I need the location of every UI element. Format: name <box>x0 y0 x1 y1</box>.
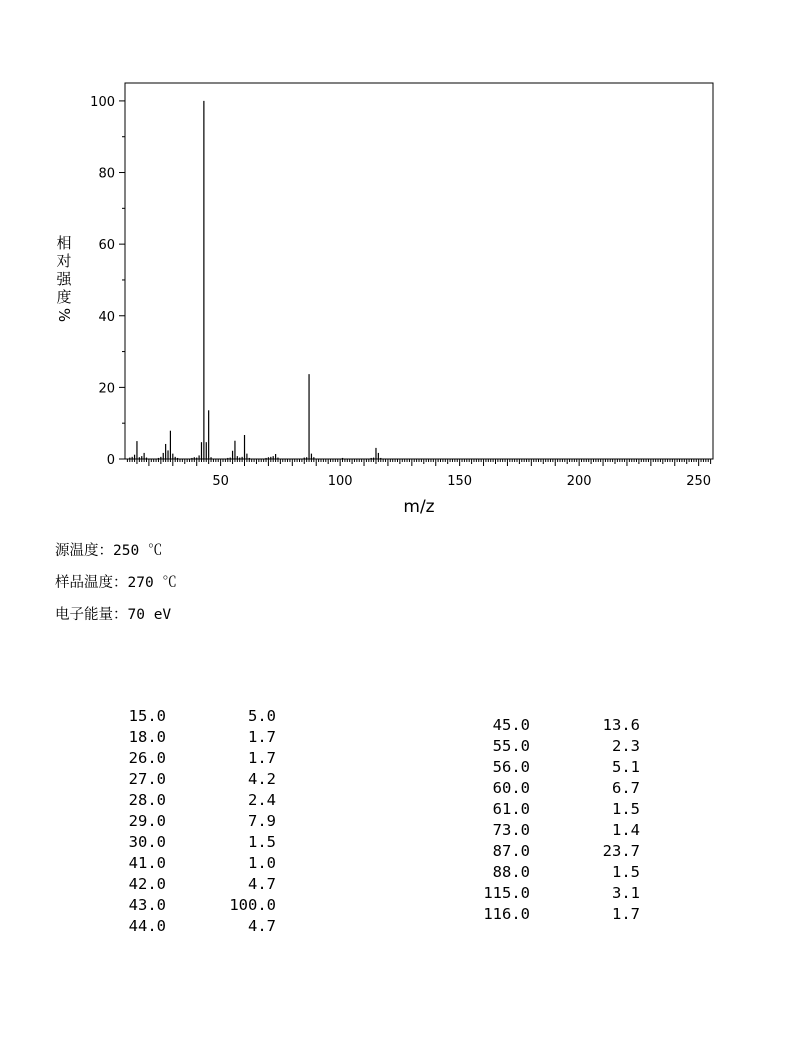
x-tick-label: 150 <box>447 474 473 489</box>
acquisition-params <box>55 540 177 636</box>
peak-abundance: 3.1 <box>612 884 640 902</box>
peak-bars <box>130 101 381 459</box>
y-axis <box>90 95 125 468</box>
peak-row <box>96 853 276 874</box>
peak-mz: 41.0 <box>128 854 166 872</box>
peak-mz: 26.0 <box>128 749 166 767</box>
peak-row <box>96 790 276 811</box>
peak-mz: 61.0 <box>492 800 530 818</box>
peak-abundance: 1.7 <box>248 728 276 746</box>
peak-abundance: 7.9 <box>248 812 276 830</box>
peak-row <box>96 748 276 769</box>
electron-energy: 电子能量：70 eV <box>55 607 172 623</box>
peak-row <box>460 883 640 904</box>
y-axis-label-char: 相 <box>56 234 72 252</box>
peak-mz: 115.0 <box>483 884 530 902</box>
peak-row <box>460 715 640 736</box>
y-tick-label: 60 <box>98 238 115 254</box>
peak-abundance: 1.4 <box>612 821 640 839</box>
peak-abundance: 13.6 <box>602 716 640 734</box>
peak-abundance: 1.5 <box>612 800 640 818</box>
peak-mz: 28.0 <box>128 791 166 809</box>
peak-row <box>96 811 276 832</box>
peak-mz: 73.0 <box>492 821 530 839</box>
x-tick-label: 100 <box>327 474 353 489</box>
peak-mz: 44.0 <box>128 917 166 935</box>
y-tick-label: 80 <box>98 166 115 182</box>
peak-abundance: 2.4 <box>248 791 276 809</box>
x-axis <box>127 459 711 489</box>
y-axis-unit: % <box>54 307 73 323</box>
peak-mz: 87.0 <box>492 842 530 860</box>
peak-row <box>96 769 276 790</box>
peak-row <box>96 832 276 853</box>
peak-table-left <box>96 706 276 937</box>
x-tick-label: 200 <box>566 474 592 489</box>
peak-abundance: 4.7 <box>248 875 276 893</box>
peak-row <box>460 736 640 757</box>
peak-row <box>460 778 640 799</box>
peak-abundance: 23.7 <box>602 842 640 860</box>
y-tick-label: 20 <box>98 381 115 397</box>
peak-mz: 55.0 <box>492 737 530 755</box>
peak-table-right <box>460 715 640 925</box>
peak-abundance: 6.7 <box>612 779 640 797</box>
x-tick-label: 50 <box>212 474 229 489</box>
y-axis-label-char: 对 <box>56 252 72 270</box>
peak-abundance: 1.5 <box>612 863 640 881</box>
peak-row <box>96 916 276 937</box>
peak-row <box>460 799 640 820</box>
peak-mz: 15.0 <box>128 707 166 725</box>
peak-mz: 88.0 <box>492 863 530 881</box>
peak-mz: 60.0 <box>492 779 530 797</box>
peak-row <box>460 862 640 883</box>
y-axis-label <box>54 234 74 324</box>
peak-mz: 56.0 <box>492 758 530 776</box>
y-tick-label: 40 <box>98 309 115 325</box>
peak-abundance: 5.1 <box>612 758 640 776</box>
plot-frame <box>125 83 713 459</box>
peak-abundance: 1.7 <box>248 749 276 767</box>
peak-abundance: 1.5 <box>248 833 276 851</box>
peak-mz: 29.0 <box>128 812 166 830</box>
peak-abundance: 5.0 <box>248 707 276 725</box>
peak-mz: 116.0 <box>483 905 530 923</box>
y-axis-label-char: 强 <box>56 270 72 288</box>
peak-mz: 42.0 <box>128 875 166 893</box>
peak-abundance: 1.7 <box>612 905 640 923</box>
y-axis-label-char: 度 <box>56 288 72 306</box>
peak-mz: 30.0 <box>128 833 166 851</box>
y-tick-label: 0 <box>106 453 115 468</box>
peak-abundance: 2.3 <box>612 737 640 755</box>
peak-abundance: 100.0 <box>229 896 276 914</box>
peak-abundance: 1.0 <box>248 854 276 872</box>
y-tick-label: 100 <box>90 94 115 110</box>
peak-row <box>460 904 640 925</box>
peak-row <box>460 757 640 778</box>
peak-row <box>96 874 276 895</box>
peak-row <box>96 706 276 727</box>
x-axis-label: m/z <box>403 497 435 517</box>
peak-abundance: 4.7 <box>248 917 276 935</box>
peak-abundance: 4.2 <box>248 770 276 788</box>
sample-temperature: 样品温度：270 ℃ <box>55 575 177 591</box>
x-tick-label: 250 <box>686 474 712 489</box>
peak-row <box>96 727 276 748</box>
peak-mz: 43.0 <box>128 896 166 914</box>
peak-row <box>96 895 276 916</box>
source-temperature: 源温度：250 ℃ <box>55 543 163 559</box>
peak-row <box>460 820 640 841</box>
peak-mz: 18.0 <box>128 728 166 746</box>
peak-mz: 45.0 <box>492 716 530 734</box>
peak-mz: 27.0 <box>128 770 166 788</box>
peak-row <box>460 841 640 862</box>
